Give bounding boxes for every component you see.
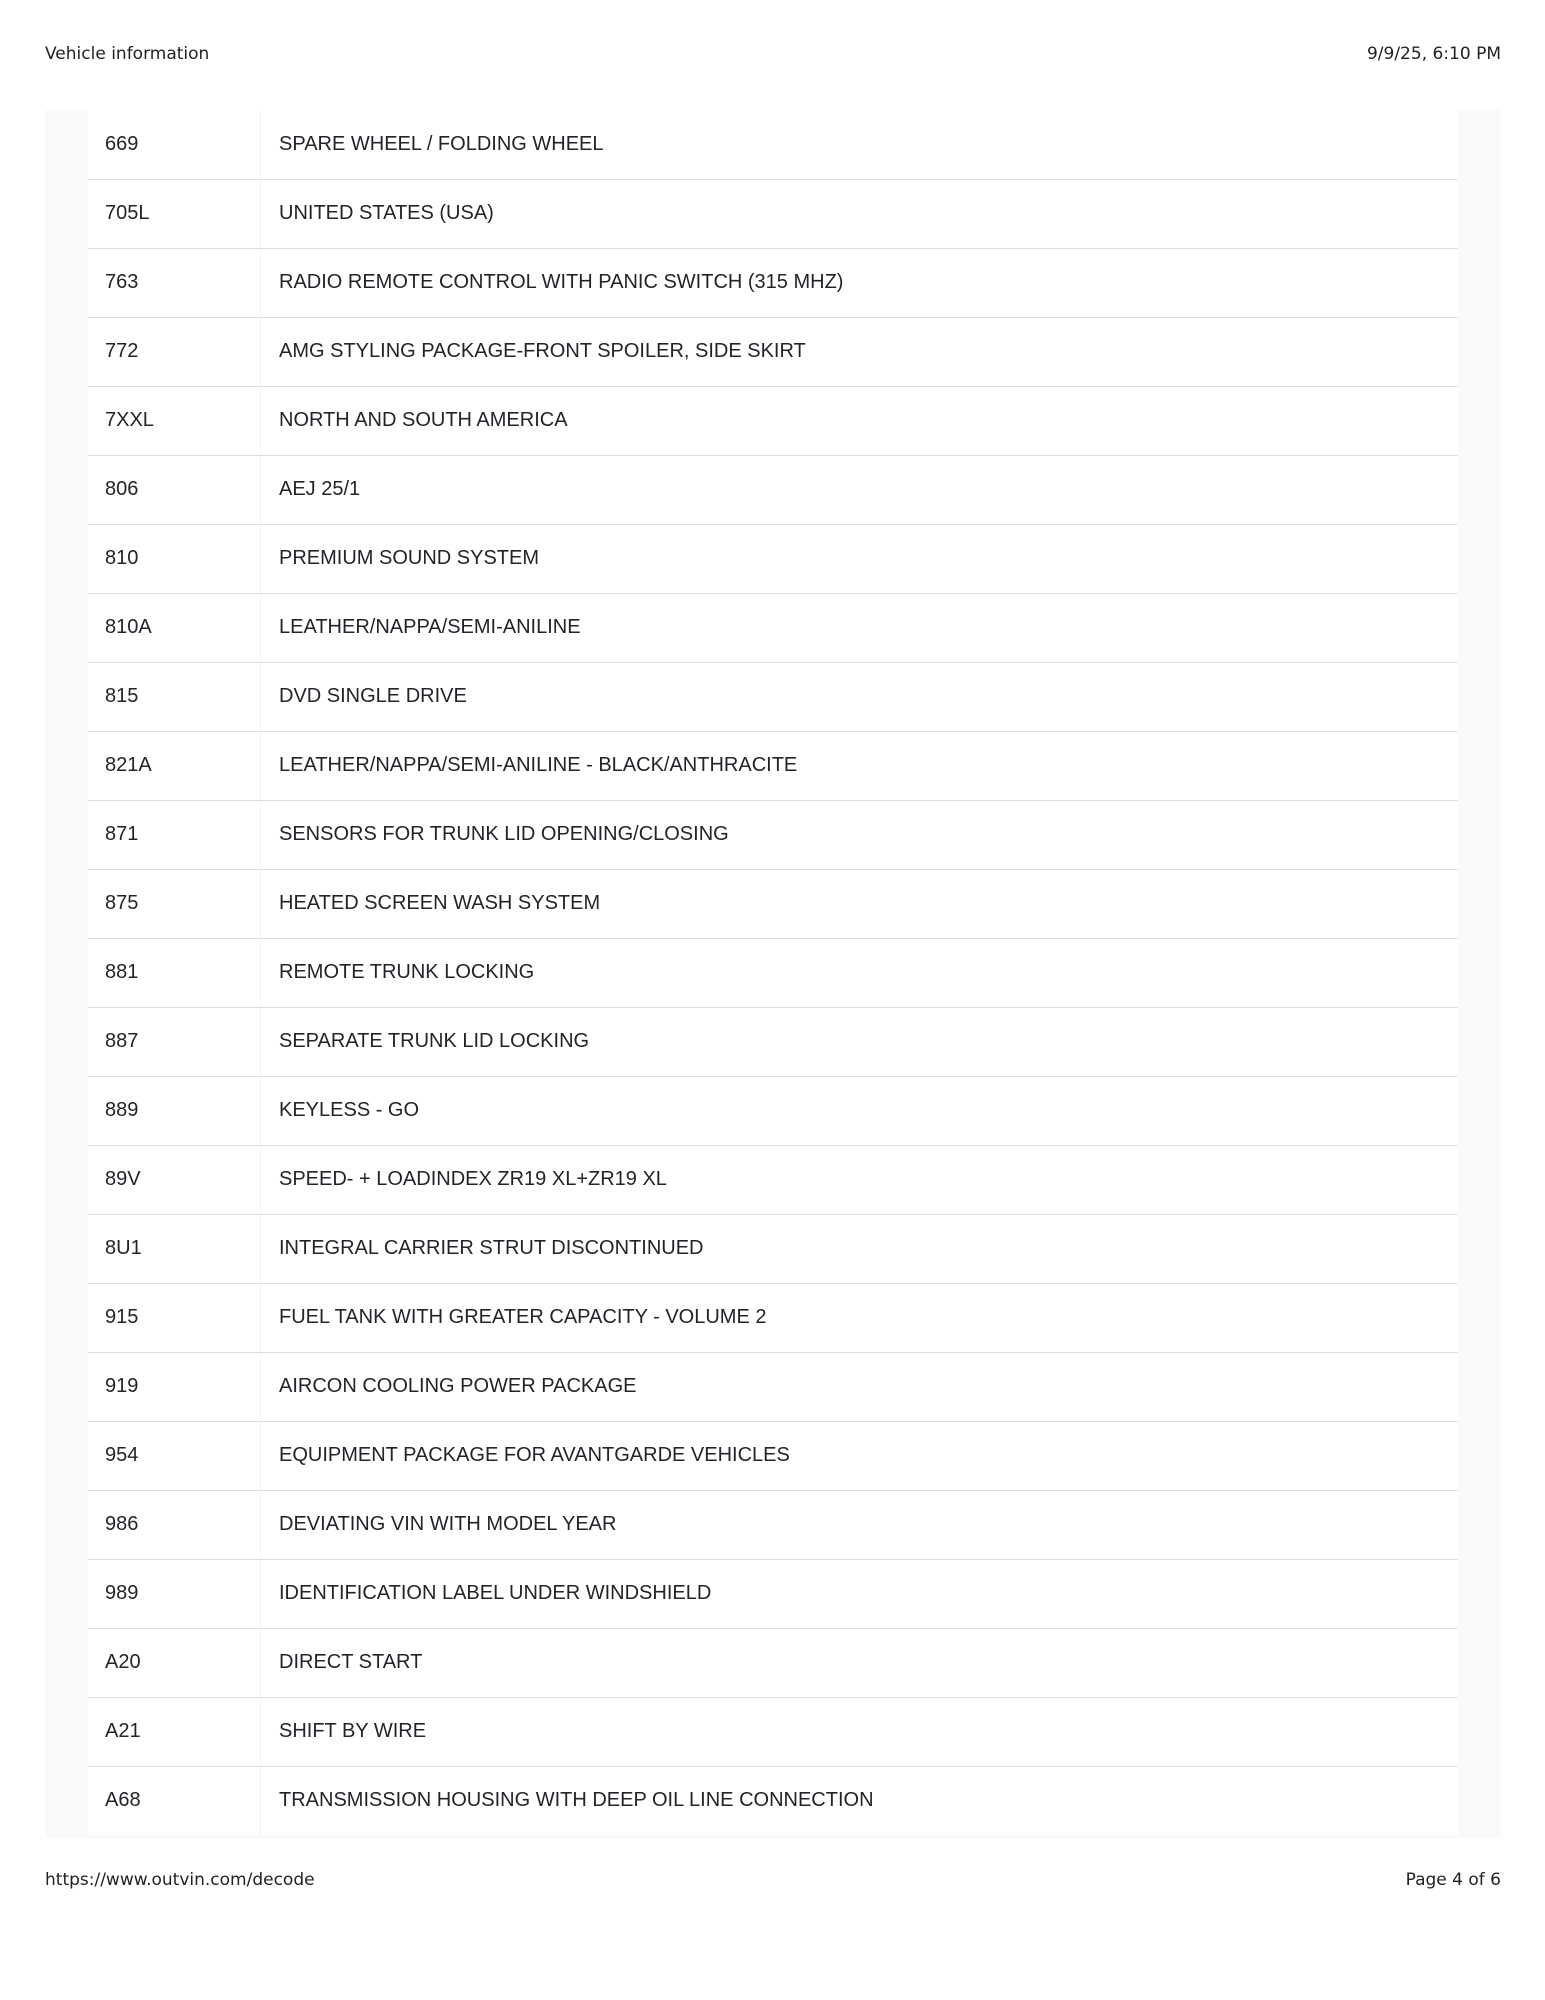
option-description: DIRECT START [261, 1628, 1459, 1697]
option-code: 705L [88, 179, 261, 248]
option-code: 7XXL [88, 386, 261, 455]
option-description: LEATHER/NAPPA/SEMI-ANILINE [261, 593, 1459, 662]
option-code: A21 [88, 1697, 261, 1766]
table-row [88, 110, 1458, 179]
option-code: 669 [88, 110, 261, 179]
table-row [88, 1421, 1458, 1490]
table-row [88, 386, 1458, 455]
table-row [88, 1076, 1458, 1145]
option-description: DVD SINGLE DRIVE [261, 662, 1459, 731]
option-description: SEPARATE TRUNK LID LOCKING [261, 1007, 1459, 1076]
table-row [88, 179, 1458, 248]
table-row [88, 1214, 1458, 1283]
option-description: NORTH AND SOUTH AMERICA [261, 386, 1459, 455]
table-row [88, 1352, 1458, 1421]
options-table [88, 110, 1458, 1835]
options-card [45, 110, 1500, 1838]
option-code: 763 [88, 248, 261, 317]
table-row [88, 1145, 1458, 1214]
table-row [88, 317, 1458, 386]
table-row [88, 1697, 1458, 1766]
option-code: 871 [88, 800, 261, 869]
option-description: TRANSMISSION HOUSING WITH DEEP OIL LINE CONNECTION [279, 1789, 874, 1812]
option-code: A20 [88, 1628, 261, 1697]
option-description: FUEL TANK WITH GREATER CAPACITY - VOLUME 2 [261, 1283, 1459, 1352]
option-code: 810A [88, 593, 261, 662]
option-description: HEATED SCREEN WASH SYSTEM [261, 869, 1459, 938]
option-description: UNITED STATES (USA) [261, 179, 1459, 248]
option-description: KEYLESS - GO [261, 1076, 1459, 1145]
table-row [88, 662, 1458, 731]
table-row [88, 731, 1458, 800]
option-code: 806 [88, 455, 261, 524]
option-code: 989 [88, 1559, 261, 1628]
option-description: PREMIUM SOUND SYSTEM [261, 524, 1459, 593]
table-row [88, 938, 1458, 1007]
option-description: EQUIPMENT PACKAGE FOR AVANTGARDE VEHICLES [261, 1421, 1459, 1490]
option-description: AIRCON COOLING POWER PACKAGE [261, 1352, 1459, 1421]
table-row [88, 455, 1458, 524]
option-description: INTEGRAL CARRIER STRUT DISCONTINUED [261, 1214, 1459, 1283]
option-code: 889 [88, 1076, 261, 1145]
option-code: 815 [88, 662, 261, 731]
option-code: 89V [88, 1145, 261, 1214]
option-description: LEATHER/NAPPA/SEMI-ANILINE - BLACK/ANTHRACITE [261, 731, 1459, 800]
option-code: 887 [88, 1007, 261, 1076]
table-row [88, 1007, 1458, 1076]
page-header-datetime: 9/9/25, 6:10 PM [1366, 44, 1501, 64]
option-code: 821A [88, 731, 261, 800]
option-description: REMOTE TRUNK LOCKING [261, 938, 1459, 1007]
option-code: 772 [88, 317, 261, 386]
table-row [88, 1628, 1458, 1697]
option-code: 875 [88, 869, 261, 938]
option-description: AEJ 25/1 [261, 455, 1459, 524]
option-code: 810 [88, 524, 261, 593]
table-row [88, 800, 1458, 869]
option-code: A68 [88, 1766, 261, 1835]
option-description: RADIO REMOTE CONTROL WITH PANIC SWITCH (315 MHZ) [261, 248, 1459, 317]
option-description: SPARE WHEEL / FOLDING WHEEL [261, 110, 1459, 179]
page-header-title: Vehicle information [45, 44, 210, 64]
options-table-body [88, 110, 1458, 1835]
option-description: SENSORS FOR TRUNK LID OPENING/CLOSING [261, 800, 1459, 869]
table-row [88, 1490, 1458, 1559]
option-code: 919 [88, 1352, 261, 1421]
table-row [88, 524, 1458, 593]
page-footer-page-number: Page 4 of 6 [1405, 1870, 1501, 1890]
option-code: 881 [88, 938, 261, 1007]
table-row [88, 1766, 1458, 1835]
table-row [88, 1283, 1458, 1352]
option-code: 8U1 [88, 1214, 261, 1283]
option-description: DEVIATING VIN WITH MODEL YEAR [261, 1490, 1459, 1559]
table-row [88, 248, 1458, 317]
option-code: 986 [88, 1490, 261, 1559]
table-row [88, 593, 1458, 662]
option-description: SPEED- + LOADINDEX ZR19 XL+ZR19 XL [261, 1145, 1459, 1214]
option-code: 954 [88, 1421, 261, 1490]
option-code: 915 [88, 1283, 261, 1352]
table-row [88, 869, 1458, 938]
option-description: SHIFT BY WIRE [261, 1697, 1459, 1766]
table-row [88, 1559, 1458, 1628]
option-description: AMG STYLING PACKAGE-FRONT SPOILER, SIDE SKIRT [261, 317, 1459, 386]
option-description: IDENTIFICATION LABEL UNDER WINDSHIELD [261, 1559, 1459, 1628]
page-footer-url: https://www.outvin.com/decode [45, 1870, 315, 1890]
